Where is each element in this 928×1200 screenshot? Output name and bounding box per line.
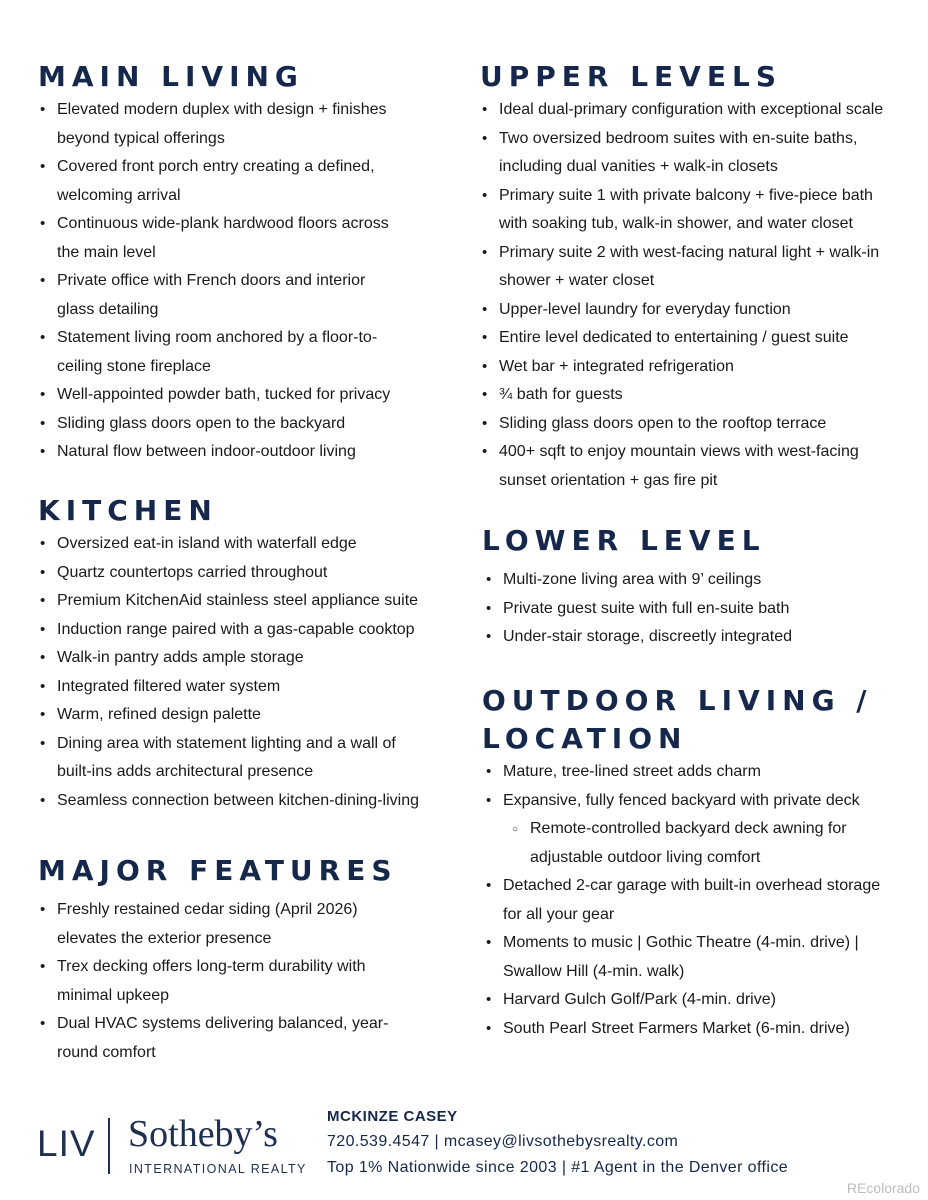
agent-name: MCKINZE CASEY: [327, 1108, 458, 1125]
list-item: • Seamless connection between kitchen-dining-living: [38, 787, 458, 816]
list-item: • Trex decking offers long-term durability with minimal upkeep: [38, 953, 458, 1010]
list-item: • Integrated filtered water system: [38, 673, 458, 702]
list-item: • Mature, tree-lined street adds charm: [484, 758, 912, 787]
list-item: • Private office with French doors and interior glass detailing: [38, 267, 458, 324]
logo-brand: Sotheby’s: [128, 1113, 278, 1155]
list-item: • Elevated modern duplex with design + finishes beyond typical offerings: [38, 96, 458, 153]
list-item: • Private guest suite with full en-suite bath: [484, 595, 912, 624]
list-item: • Induction range paired with a gas-capable cooktop: [38, 616, 458, 645]
agent-tagline: Top 1% Nationwide since 2003 | #1 Agent in the Denver office: [327, 1159, 789, 1176]
section-major-features: [38, 852, 458, 1067]
logo-divider: [108, 1118, 110, 1174]
section-heading-outdoor-living: [482, 682, 912, 758]
list-item: • Continuous wide-plank hardwood floors across the main level: [38, 210, 458, 267]
lower-level-list: [484, 566, 912, 652]
section-outdoor-living: [482, 682, 912, 1043]
list-item: • Premium KitchenAid stainless steel appliance suite: [38, 587, 458, 616]
list-item: • Under-stair storage, discreetly integrated: [484, 623, 912, 652]
list-item: • Sliding glass doors open to the backyard: [38, 410, 458, 439]
list-item: • Warm, refined design palette: [38, 701, 458, 730]
list-item: • Dual HVAC systems delivering balanced, year- round comfort: [38, 1010, 458, 1067]
major-features-list: [38, 896, 458, 1067]
section-heading-main-living: MAIN LIVING: [38, 60, 304, 93]
section-upper-levels: [480, 58, 910, 495]
section-lower-level: [482, 522, 912, 652]
section-heading-kitchen: KITCHEN: [38, 494, 218, 527]
section-heading-lower-level: LOWER LEVEL: [482, 524, 766, 557]
kitchen-list: [38, 530, 458, 815]
section-heading-major-features: MAJOR FEATURES: [38, 854, 398, 887]
list-item: • 400+ sqft to enjoy mountain views with west-facing sunset orientation + gas fire pit: [480, 438, 910, 495]
list-item: • Covered front porch entry creating a defined, welcoming arrival: [38, 153, 458, 210]
heading-line: LOCATION: [482, 722, 688, 755]
logo-liv: LIV: [37, 1123, 96, 1164]
upper-levels-list: [480, 96, 910, 495]
list-item: • ¾ bath for guests: [480, 381, 910, 410]
list-item: • Well-appointed powder bath, tucked for privacy: [38, 381, 458, 410]
list-item: • Dining area with statement lighting and a wall of built-ins adds architectural presence: [38, 730, 458, 787]
list-item: • Oversized eat-in island with waterfall edge: [38, 530, 458, 559]
list-item: • Entire level dedicated to entertaining / guest suite: [480, 324, 910, 353]
list-subitem: ○ Remote-controlled backyard deck awning for adjustable outdoor living comfort: [484, 815, 912, 872]
list-item: • Walk-in pantry adds ample storage: [38, 644, 458, 673]
heading-line: OUTDOOR LIVING /: [482, 684, 873, 717]
section-heading-upper-levels: UPPER LEVELS: [480, 60, 782, 93]
list-item: • Two oversized bedroom suites with en-suite baths, including dual vanities + walk-in closets: [480, 125, 910, 182]
outdoor-living-list: [484, 758, 912, 1043]
list-item: • Quartz countertops carried throughout: [38, 559, 458, 588]
list-item: • Upper-level laundry for everyday function: [480, 296, 910, 325]
list-item: • South Pearl Street Farmers Market (6-min. drive): [484, 1015, 912, 1044]
list-item: • Expansive, fully fenced backyard with private deck: [484, 787, 912, 816]
watermark: REcolorado: [846, 1180, 920, 1196]
list-item: • Natural flow between indoor-outdoor living: [38, 438, 458, 467]
list-item: • Harvard Gulch Golf/Park (4-min. drive): [484, 986, 912, 1015]
list-item: • Ideal dual-primary configuration with exceptional scale: [480, 96, 910, 125]
list-item: • Moments to music | Gothic Theatre (4-min. drive) | Swallow Hill (4-min. walk): [484, 929, 912, 986]
agent-contact: 720.539.4547 | mcasey@livsothebysrealty.com: [327, 1133, 679, 1150]
list-item: • Primary suite 2 with west-facing natural light + walk-in shower + water closet: [480, 239, 910, 296]
list-item: • Statement living room anchored by a floor-to- ceiling stone fireplace: [38, 324, 458, 381]
list-item: • Multi-zone living area with 9’ ceilings: [484, 566, 912, 595]
list-item: • Wet bar + integrated refrigeration: [480, 353, 910, 382]
logo-subtitle: INTERNATIONAL REALTY: [129, 1162, 307, 1176]
list-item: • Detached 2-car garage with built-in overhead storage for all your gear: [484, 872, 912, 929]
list-item: • Primary suite 1 with private balcony + five-piece bath with soaking tub, walk-in shower, and water closet: [480, 182, 910, 239]
section-main-living: [38, 58, 458, 467]
main-living-list: [38, 96, 458, 467]
list-item: • Sliding glass doors open to the rooftop terrace: [480, 410, 910, 439]
section-kitchen: [38, 492, 458, 815]
list-item: • Freshly restained cedar siding (April 2026) elevates the exterior presence: [38, 896, 458, 953]
